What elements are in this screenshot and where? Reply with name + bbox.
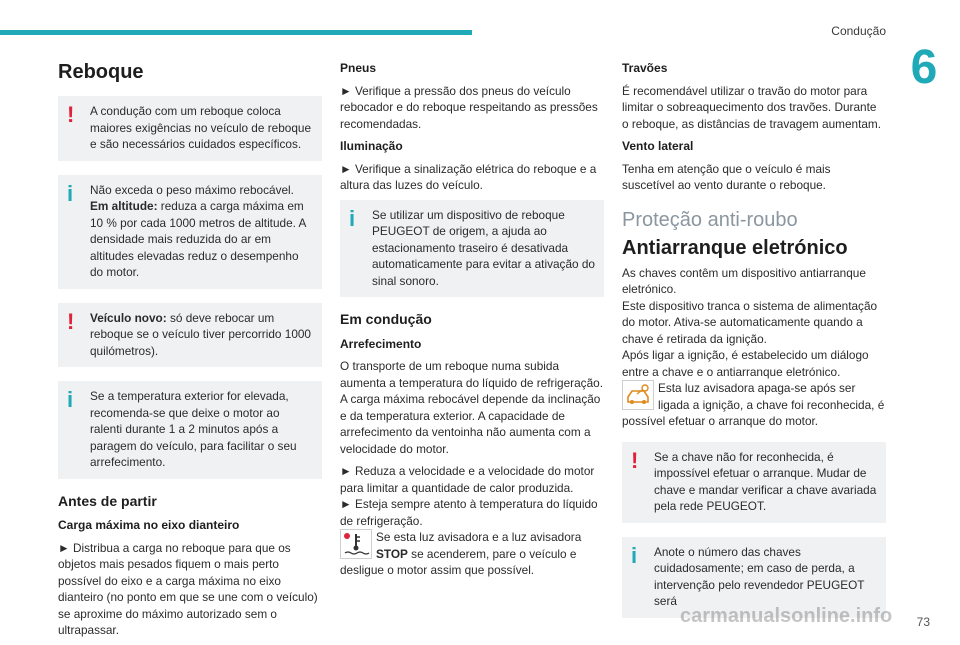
- warning-note: [622, 442, 886, 523]
- heading-brakes: Travões: [622, 61, 668, 75]
- lamp-text: Se esta luz avisadora e a luz avisadora: [376, 530, 582, 544]
- header-accent-bar: [0, 30, 472, 35]
- note-text: Se a chave não for reconhecida, é impossível efetuar o arranque. Mudar de chave e mandar verificar a chave avariada pela rede PEUGEOT.: [654, 449, 877, 513]
- lamp-paragraph: [622, 380, 886, 430]
- column-1: [58, 56, 322, 645]
- subsection-title-driving: Em condução: [340, 311, 432, 327]
- note-text: Não exceda o peso máximo rebocável.: [90, 182, 294, 197]
- immobiliser-key-lamp-icon: [622, 380, 654, 410]
- paragraph: ► Esteja sempre atento à temperatura do líquido de refrigeração.: [340, 497, 598, 528]
- info-icon: i: [631, 542, 638, 568]
- note-bold: Em altitude:: [90, 199, 158, 213]
- chapter-number: 6: [910, 41, 938, 94]
- note-bold: Veículo novo:: [90, 310, 167, 325]
- info-icon: i: [67, 180, 74, 206]
- paragraph: ► Verifique a pressão dos pneus do veículo rebocador e do reboque respeitando as pressões recomendadas.: [340, 83, 598, 131]
- warning-exclamation-icon: !: [67, 308, 75, 334]
- subsection-title-immobiliser: Antiarranque eletrónico: [622, 237, 848, 259]
- subsection-title-before: Antes de partir: [58, 492, 157, 509]
- column-3: [622, 56, 886, 632]
- note-text: reduza a carga máxima em 10 % por cada 1000 metros de altitude. A densidade mais reduzida do ar em altitudes elevadas reduz o desempenho do motor.: [90, 199, 306, 279]
- paragraph: As chaves contêm um dispositivo antiarranque eletrónico.: [622, 265, 866, 296]
- lamp-text: Esta luz avisadora apaga-se após ser ligada a ignição, a chave foi reconhecida, é possível efetuar o arranque do motor.: [622, 381, 885, 428]
- section-title-towing: Reboque: [58, 61, 144, 83]
- paragraph: Após ligar a ignição, é estabelecido um diálogo entre a chave e o antiarranque eletrónico.: [622, 348, 869, 379]
- note-text: só deve rebocar um reboque se o veículo tiver percorrido 1000 quilómetros).: [90, 310, 311, 358]
- note-text: Anote o número das chaves cuidadosamente; em caso de perda, a intervenção pelo revendedor PEUGEOT será: [654, 544, 865, 608]
- paragraph: ► Verifique a sinalização elétrica do reboque e a altura das luzes do veículo.: [340, 161, 597, 192]
- page-number: 73: [916, 615, 930, 629]
- coolant-temperature-lamp-icon: [340, 529, 372, 559]
- paragraph: É recomendável utilizar o travão do motor para limitar o sobreaquecimento dos travões. Durante o reboque, as distâncias de travagem aumentam.: [622, 83, 882, 131]
- info-note: [340, 200, 604, 298]
- warning-note: [58, 303, 322, 368]
- lamp-paragraph: [340, 529, 604, 579]
- heading-cooling: Arrefecimento: [340, 336, 422, 351]
- paragraph: ► Reduza a velocidade e a velocidade do motor para limitar a quantidade de calor produzida.: [340, 464, 595, 495]
- note-text: [66, 310, 314, 360]
- paragraph: Tenha em atenção que o veículo é mais suscetível ao vento durante o reboque.: [622, 161, 831, 192]
- heading-load: Carga máxima no eixo dianteiro: [58, 518, 240, 532]
- paragraph: ► Distribua a carga no reboque para que os objetos mais pesados fiquem o mais perto possível do eixo e a carga máxima no eixo dianteiro (no ponto em que se une com o veículo) se aproxime do máximo autorizado sem o ultrapassar.: [58, 540, 318, 637]
- paragraph: O transporte de um reboque numa subida aumenta a temperatura do líquido de refrigeração. A carga máxima rebocável depende da inclinação e da temperatura exterior. A capacidade de arrefecimento da ventoinha não aumenta com a velocidade do motor.: [340, 359, 603, 456]
- heading-lighting: Iluminação: [340, 139, 403, 153]
- info-note: [58, 175, 322, 289]
- section-title-antitheft: Proteção anti-roubo: [622, 208, 798, 231]
- column-2: [340, 56, 604, 579]
- section-header: Condução: [831, 24, 886, 38]
- heading-wind: Vento lateral: [622, 139, 694, 153]
- note-text: Se a temperatura exterior for elevada, recomenda-se que deixe o motor ao ralenti durante 1 a 2 minutos após a paragem do veículo, para facilitar o seu arrefecimento.: [90, 389, 297, 469]
- watermark: carmanualsonline.info: [680, 605, 893, 627]
- paragraph: Este dispositivo tranca o sistema de alimentação do motor. Ativa-se automaticamente quando a chave é retirada da ignição.: [622, 298, 878, 346]
- info-note: [58, 381, 322, 479]
- note-text: Se utilizar um dispositivo de reboque PEUGEOT de origem, a ajuda ao estacionamento traseiro é desativada automaticamente para evitar a ativação do sinal sonoro.: [372, 207, 595, 288]
- warning-exclamation-icon: !: [631, 447, 639, 473]
- warning-exclamation-icon: !: [67, 102, 75, 127]
- note-text: [66, 198, 314, 281]
- lamp-bold: STOP: [376, 546, 408, 561]
- lamp-text: se acenderem, pare o veículo e desligue o motor assim que possível.: [340, 546, 577, 577]
- info-icon: i: [67, 387, 74, 412]
- warning-note: [58, 96, 322, 161]
- note-text: A condução com um reboque coloca maiores exigências no veículo de reboque e são necessários cuidados específicos.: [90, 104, 312, 151]
- info-icon: i: [349, 205, 356, 231]
- heading-tyres: Pneus: [340, 61, 377, 75]
